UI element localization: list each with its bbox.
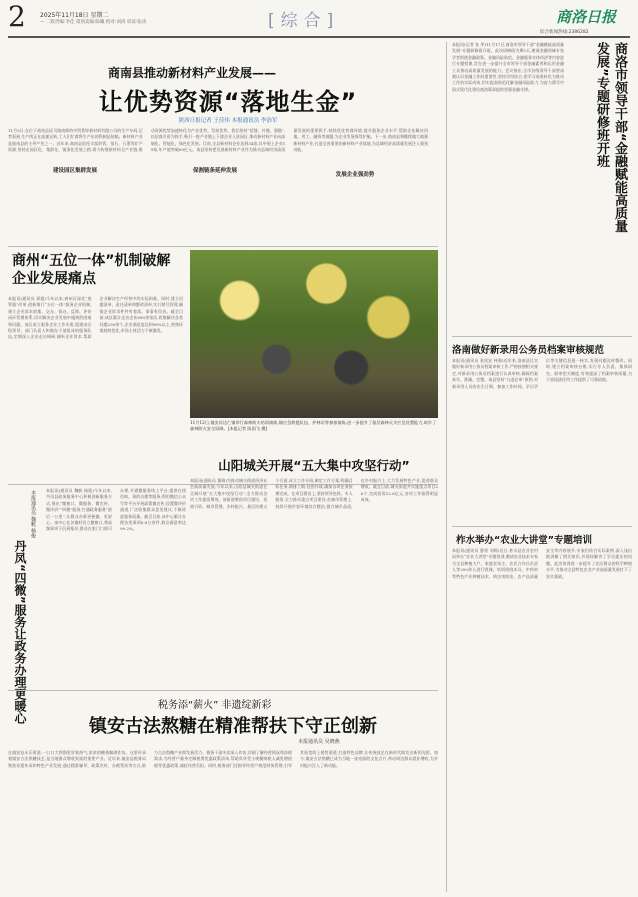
article-training bbox=[452, 42, 632, 342]
shangzhou-body: 本报讯(通讯员 郭超)今年以来,商州区深化“放管服”改革,创新推行“五位一体”服务企业机制,建立企业诉求收集、交办、督办、反馈、评价闭环管理体系,切实解决企业发展中遇到的困难和问题。该区成立服务企业工作专班,组建由区级领导、部门负责人和镇办干部组成的服务队伍,定期深入企业走访调研,倾听企业诉求,帮助企业解决生产经营中的实际困难。同时,建立问题清单、责任清单和整改清单,实行销号管理,确保企业诉求件件有着落、事事有回音。截至目前,该区累计走访企业680余家次,收集解决各类问题230余个,企业满意度达到98%以上,营商环境持续优化,市场主体活力不断激发。 bbox=[8, 296, 183, 340]
masthead-logo: 商洛日报 bbox=[556, 8, 617, 26]
news-photo bbox=[190, 250, 438, 418]
shanyang-headline: 山阳城关开展“五大集中攻坚行动” bbox=[218, 458, 410, 473]
luonan-body: 本报讯(通讯员 张贵安 林强)近年来,洛南县扎实做好新录用公务员档案审核工作,严格按照相关规定,对新录用公务员档案进行认真审核,确保档案真实、准确、完整。该县坚持“凡进必审”原则,对新录用人员的出生日期、参加工作时间、学历学位等关键信息逐一核实,发现问题及时整改。同时,建立档案审核台账,实行专人负责、集体研究、联审把关制度,有效提高了档案审核质量,为干部选拔任用工作提供了可靠依据。 bbox=[452, 358, 632, 389]
zhenan-kicker: 税务添“薪火” 非遗绽新彩 bbox=[158, 700, 272, 711]
divider-5 bbox=[452, 526, 632, 527]
zhashui-headline: 柞水举办“农业大讲堂”专题培训 bbox=[456, 535, 592, 546]
zhashui-body: 本报讯(通讯员 曹勇 刘辉)近日,柞水县农业农村局举办“农业大讲堂”专题培训,邀请农业技术专家为全县种植大户、家庭农场主、农民合作社负责人等200余人进行授课。培训围绕木耳、中药材等特色产业种植技术、病虫害防治、农产品质量安全等内容展开,专家们结合实际案例,深入浅出地讲解了相关知识,并现场解答了学员提出的问题。此次培训进一步提升了农民群众的科学种植水平,为推动全县特色农业产业高质量发展打下了坚实基础。 bbox=[452, 548, 632, 579]
section-label bbox=[268, 6, 339, 31]
article-materials bbox=[8, 42, 438, 242]
divider-3 bbox=[8, 690, 438, 691]
page-header bbox=[0, 0, 638, 38]
training-body: 本报讯(记者 张 茅)11月17日,商洛市领导干部“金融赋能高质量发展”专题研修班开班。此次研修班为期5天,邀请金融领域专家学者围绕金融政策、金融风险防范、金融服务实体经济等内容进行专题授课,旨在进一步提升全市领导干部金融素养和运用金融工具推动高质量发展的能力。会议指出,全市各级领导干部要深刻认识金融工作的重要性,坚持学用结合,把学习成果转化为推动工作的实际成效,切实提高防范化解金融风险能力,为奋力谱写中国式现代化建设商洛篇章提供坚强金融支撑。 bbox=[452, 42, 564, 92]
divider-4 bbox=[452, 336, 632, 337]
date-line: 2025年11月18日 星期二 bbox=[40, 12, 109, 19]
luonan-headline: 洛南做好新录用公务员档案审核规范 bbox=[452, 345, 605, 356]
shanyang-body: 本报讯(通讯员 董瑞)为推动城关街道经济社会高质量发展,今年以来,山阳县城关街道在全域开展“五大集中攻坚行动”,全力推动各项工作提质增效。该街道聚焦项目建设、招商引资、城市管理、乡村振兴、基层治理五个方面,成立工作专班,制定工作方案,明确目标任务,倒排工期,挂图作战,确保各项任务按期完成。在项目建设上,坚持领导包抓、专人服务,全力推动重点项目建设;在城市管理上,持续开展市容环境综合整治,提升城市品质;在乡村振兴上,大力发展特色产业,促进群众增收。截至目前,城关街道共实施重点项目26个,完成投资12.6亿元,各项工作取得明显成效。 bbox=[190, 478, 438, 509]
article-luonan bbox=[452, 340, 632, 520]
subhead-chain: 保割链条延伸发展 bbox=[192, 168, 237, 174]
zhenan-body: 在镇安县永乐街道,一口口大铁锅里冒着热气,浓浓的糖香飘满作坊。这里传承着镇安古法熬糖技艺,是当地群众增收致富的重要产业。近年来,镇安县税务局聚焦非遗传承和特色产业发展,通过精准辅导、政策宣传、办税帮扶等方式,助力古法熬糖产业焕发新活力。税务干部多次深入作坊,详细了解经营情况和涉税需求,为经营户量身定制税费优惠政策清单,帮助其享受小规模纳税人减免增值税等优惠政策,减轻经营负担。同时,税务部门还指导经营户规范财务管理,引导其拓宽线上销售渠道,打造特色品牌,让传统技艺在新时代焕发出新的光彩。如今,镇安古法熬糖已成为当地一张亮丽的文化名片,带动周边群众就业增收,为乡村振兴注入了新动能。 bbox=[8, 750, 438, 768]
danfeng-body: 本报讯(通讯员 魏帆 杨俊)今年以来,丹凤县政务服务中心积极创新服务方式,推出“微窗口、微服务、微宣传、微评价”“四微”服务,打通政务服务“最后一公里”,让群众办事更便捷、更舒心。该中心在各镇村设立微窗口,将高频事项下沉到基层,群众在家门口即可办理;开通微服务线上平台,提供在线咨询、预约办理等服务;利用微信公众号等平台开展政策微宣传;设置微评价通道,广泛收集群众意见建议,不断改进服务质量。截至目前,该中心累计办理各类事项8.6万余件,群众满意率达99.2%。 bbox=[46, 488, 186, 532]
article-headline: 让优势资源“落地生金” bbox=[98, 88, 358, 116]
right-column-rule bbox=[446, 42, 447, 892]
section-name: 综合 bbox=[280, 11, 327, 31]
page-number: 2 bbox=[8, 0, 26, 33]
article-kicker: 商南县推动新材料产业发展—— bbox=[108, 66, 277, 80]
article-body: 11月5日,在位于商南县试马镇南辉的中钒普锌新材料有限公司的生产车间,记者看到,生产线正在高速运转,工人们忙着将生产出的钒制品装箱。新材料产业是商南县的主导产业之一。近年来,商南县依托丰富的钒、萤石、石墨等矿产资源,坚持走园区化、集群化、链条化发展之路,着力构建新材料全产业链,推动资源优势加速转化为产业优势、发展优势。我们坚持“延链、补链、强链”,以招商引资为抓手,吸引一批产业链上下游企业入驻园区,推动新材料产业向高端化、智能化、绿色化发展。目前,全县新材料企业达到34家,其中规上企业19家,年产值突破60亿元。该县坚持把发展新材料产业作为推动县域经济高质量发展的重要抓手,持续优化营商环境,提升服务企业水平,帮助企业解决用地、用工、融资等难题,为企业发展保驾护航。下一步,商南县将继续做大做强新材料产业,打造全省重要的新材料产业基地,为县域经济高质量发展注入强劲动能。 bbox=[8, 128, 428, 153]
zhenan-byline: 本报通讯员 吴晓燕 bbox=[298, 739, 340, 745]
danfeng-byline: 本报通讯员 魏帆 杨俊 bbox=[30, 490, 36, 539]
shangzhou-headline: 商州“五位一体”机制破解企业发展痛点 bbox=[12, 253, 171, 287]
subhead-enterprise: 发展企业强劲势 bbox=[335, 172, 375, 178]
article-zhashui bbox=[452, 530, 632, 892]
news-hotline: 综合新闻热线:2386282 bbox=[540, 30, 589, 35]
danfeng-headline: 丹凤“四微”服务让政务办理更暖心 bbox=[13, 540, 27, 724]
editor-line: — 二版责编:李佳 策划美编:陈曦 校对:刘涛 审读:张涛 bbox=[40, 20, 147, 25]
article-shanyang bbox=[190, 454, 438, 684]
header-rule bbox=[8, 36, 630, 38]
zhenan-headline: 镇安古法熬糖在精准帮扶下守正创新 bbox=[89, 716, 377, 737]
article-zhenan bbox=[8, 694, 438, 894]
article-byline: 陕西日报记者 王佳伟 本报通讯员 李治军 bbox=[178, 118, 278, 124]
photo-caption: 11月12日,镇安县达仁镇举行森林防火培训演练,镇应急救援队伍、护林员等参加演练,进一步提升了基层森林火灾应急处置能力,筑牢了森林防火安全屏障。[本报记者 陈国飞 摄] bbox=[190, 420, 437, 432]
bracket-right: ] bbox=[326, 11, 340, 31]
bracket-left: [ bbox=[268, 11, 281, 31]
divider-1 bbox=[8, 246, 438, 247]
article-shangzhou bbox=[8, 250, 183, 480]
subhead-park: 建设园区集群发展 bbox=[52, 168, 97, 174]
training-headline: 商洛市领导干部“金融赋能高质量发展”专题研修班开班 bbox=[594, 42, 627, 233]
